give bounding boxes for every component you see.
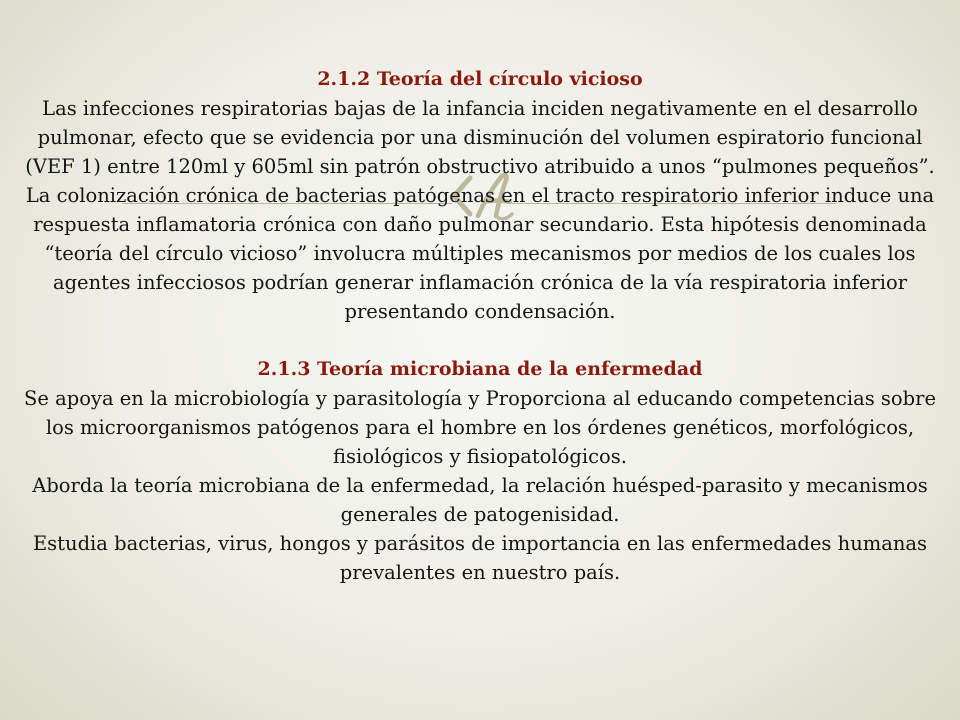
paragraph: Estudia bacterias, virus, hongos y parásitos de importancia en las enfermedades humanas prevalentes en nuestro país. [32,532,928,584]
paragraph: Las infecciones respiratorias bajas de la infancia inciden negativamente en el desarrollo pulmonar, efecto que se evidencia por una disminución del volumen espiratorio funcional (VEF 1) entre 120ml y 605ml sin patrón obstructivo atribuido a unos “pulmones pequeños”. [25,97,935,178]
paragraph: Aborda la teoría microbiana de la enfermedad, la relación huésped-parasito y mecanismos generales de patogenisidad. [32,474,928,526]
spacer [20,326,940,355]
paragraph: La colonización crónica de bacterias patógenas en el tracto respiratorio inferior induce una respuesta inflamatoria crónica con daño pulmonar secundario. Esta hipótesis denominada “teoría del círculo vicioso” involucra múltiples mecanismos por medios de los cuales los agentes infecciosos podrían generar inflamación crónica de la vía respiratoria inferior presentando condensación. [25,184,935,323]
section-heading-microbial-theory: 2.1.3 Teoría microbiana de la enfermedad [257,358,703,380]
paragraph: Se apoya en la microbiología y parasitología y Proporciona al educando competencias sobre los microorganismos patógenos para el hombre en los órdenes genéticos, morfológicos, fisiológicos y fisiopatológicos. [23,387,937,468]
slide-text [20,65,940,587]
section-heading-vicious-circle: 2.1.2 Teoría del círculo vicioso [317,68,643,90]
